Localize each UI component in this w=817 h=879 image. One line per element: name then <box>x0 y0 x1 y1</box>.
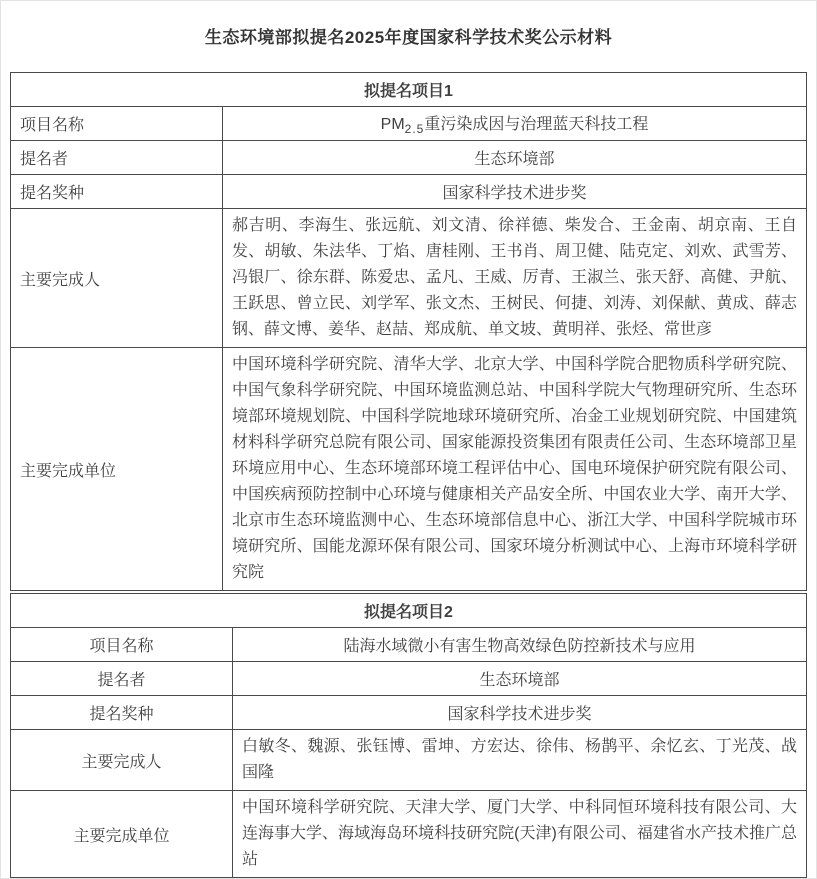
row-value-project-name: 陆海水域微小有害生物高效绿色防控新技术与应用 <box>233 628 807 662</box>
row-value-project-name <box>223 107 807 141</box>
row-label-project-name: 项目名称 <box>11 107 223 141</box>
project-name-subscript: 2.5 <box>404 122 425 137</box>
nomination-table-1 <box>10 72 807 591</box>
row-label-nominator: 提名者 <box>11 141 223 175</box>
table-row <box>11 696 807 730</box>
table-row <box>11 175 807 209</box>
table-row <box>11 107 807 141</box>
page-title: 生态环境部拟提名2025年度国家科学技术奖公示材料 <box>204 28 613 47</box>
table-header-row <box>11 73 807 107</box>
project-name-suffix: 重污染成因与治理蓝天科技工程 <box>424 115 649 133</box>
nomination-table-2 <box>10 593 807 878</box>
table-row <box>11 348 807 591</box>
row-label-nominator: 提名者 <box>11 662 233 696</box>
table-row <box>11 730 807 791</box>
row-value-award-type: 国家科学技术进步奖 <box>223 175 807 209</box>
row-label-main-organizations: 主要完成单位 <box>11 791 233 878</box>
table-header-row <box>11 594 807 628</box>
table-2-title: 拟提名项目2 <box>11 594 807 628</box>
row-value-main-organizations: 中国环境科学研究院、天津大学、厦门大学、中科同恒环境科技有限公司、大连海事大学、海域海岛环境科技研究院(天津)有限公司、福建省水产技术推广总站 <box>233 791 807 878</box>
table-1-title: 拟提名项目1 <box>11 73 807 107</box>
row-value-award-type: 国家科学技术进步奖 <box>233 696 807 730</box>
table-row <box>11 628 807 662</box>
row-label-award-type: 提名奖种 <box>11 696 233 730</box>
table-row <box>11 662 807 696</box>
row-label-main-contributors: 主要完成人 <box>11 209 223 348</box>
row-label-project-name: 项目名称 <box>11 628 233 662</box>
project-name-prefix: PM <box>380 115 405 133</box>
row-value-nominator: 生态环境部 <box>223 141 807 175</box>
table-row <box>11 141 807 175</box>
row-label-main-organizations: 主要完成单位 <box>11 348 223 591</box>
row-value-nominator: 生态环境部 <box>233 662 807 696</box>
table-row <box>11 209 807 348</box>
row-value-main-organizations: 中国环境科学研究院、清华大学、北京大学、中国科学院合肥物质科学研究院、中国气象科学研究院、中国环境监测总站、中国科学院大气物理研究所、生态环境部环境规划院、中国科学院地球环境研究所、冶金工业规划研究院、中国建筑材料科学研究总院有限公司、国家能源投资集团有限责任公司、生态环境部卫星环境应用中心、生态环境部环境工程评估中心、国电环境保护研究院有限公司、中国疾病预防控制中心环境与健康相关产品安全所、中国农业大学、南开大学、北京市生态环境监测中心、生态环境部信息中心、浙江大学、中国科学院城市环境研究所、国能龙源环保有限公司、国家环境分析测试中心、上海市环境科学研究院 <box>223 348 807 591</box>
row-value-main-contributors: 郝吉明、李海生、张远航、刘文清、徐祥德、柴发合、王金南、胡京南、王自发、胡敏、朱法华、丁焰、唐桂刚、王书肖、周卫健、陆克定、刘欢、武雪芳、冯银厂、徐东群、陈爱忠、孟凡、王威、厉青、王淑兰、张天舒、高健、尹航、王跃思、曾立民、刘学军、张文杰、王树民、何捷、刘涛、刘保献、黄成、薛志钢、薛文博、姜华、赵喆、郑成航、单文坡、黄明祥、张烃、常世彦 <box>223 209 807 348</box>
row-label-award-type: 提名奖种 <box>11 175 223 209</box>
table-row <box>11 791 807 878</box>
row-value-main-contributors: 白敏冬、魏源、张钰博、雷坤、方宏达、徐伟、杨鹊平、余忆玄、丁光茂、战国隆 <box>233 730 807 791</box>
row-label-main-contributors: 主要完成人 <box>11 730 233 791</box>
